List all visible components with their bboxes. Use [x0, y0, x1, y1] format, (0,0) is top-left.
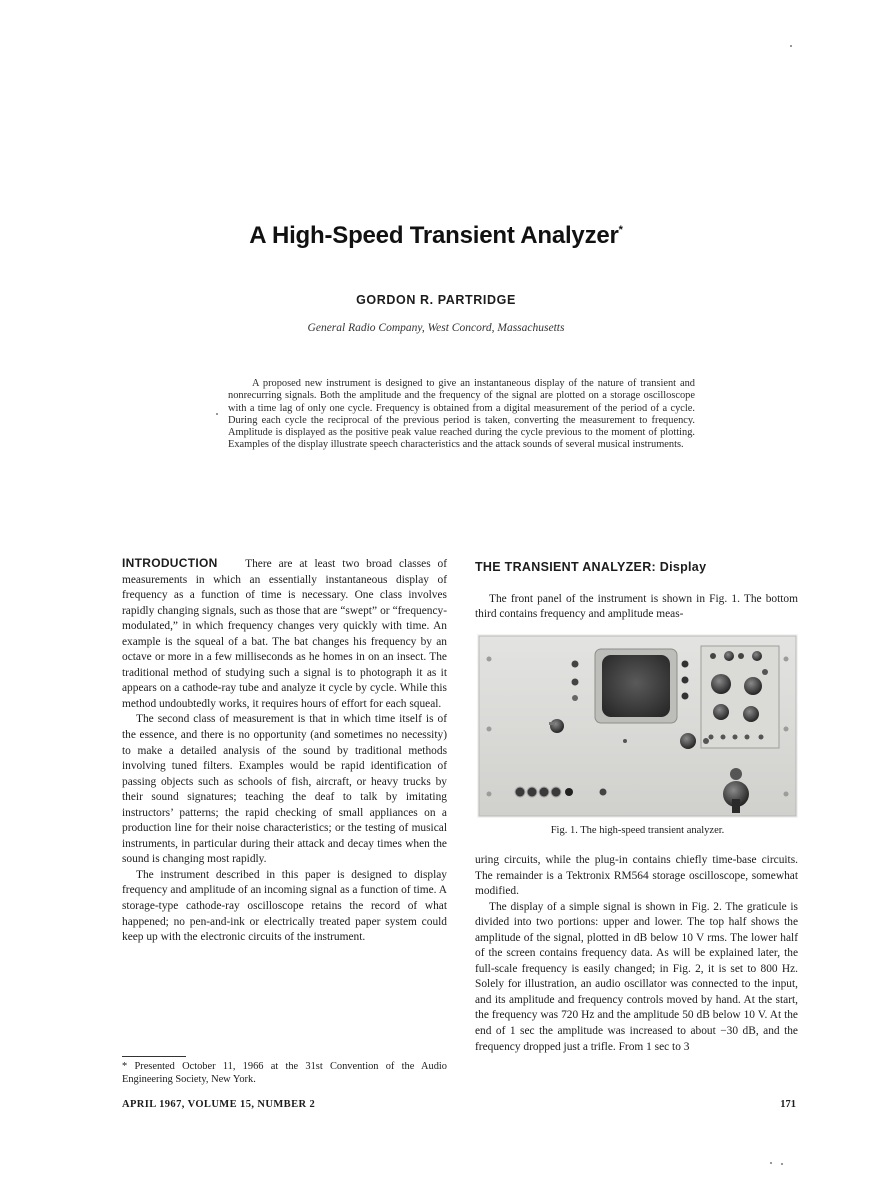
scan-speck: [216, 413, 218, 415]
author-affiliation: General Radio Company, West Concord, Massachusetts: [307, 322, 565, 334]
title-footnote-mark: *: [618, 224, 623, 236]
section-heading-introduction: INTRODUCTION: [122, 556, 218, 570]
footnote: * Presented October 11, 1966 at the 31st Convention of the Audio Engineering Society, New York.: [122, 1061, 447, 1085]
intro-paragraph-1: INTRODUCTION There are at least two broad classes of measurements in which an essentially instantaneous display of frequency as a function of time is necessary. One class involves rapidly changing signals, such as those that are “swept” or “frequency-modulated,” in which frequency changes very quickly with time. An example is the squeal of a bat. The bat changes his frequency by an octave or more in a few milliseconds as he homes in on an insect. The traditional method of studying such a signal is to photograph it as it appears on a cathode-ray tube and analyze it cycle by cycle. While this method undoubtedly works, it requires hours of effort for each squeal.: [122, 556, 447, 710]
right-column: [475, 556, 798, 623]
display-paragraph-3: The display of a simple signal is shown in Fig. 2. The graticule is divided into two portions: upper and lower. The top half shows the amplitude of the signal, plotted in dB below 10 V rms. The lower half of the screen contains frequency data. As will be explained later, the full-scale frequency is easily changed; in Fig. 2, it is set to 800 Hz. Solely for illustration, an audio oscillator was connected to the input, and its amplitude and frequency controls moved by hand. At the start, the frequency was 720 Hz and the amplitude 50 dB below 10 V. At the end of 1 sec the amplitude was increased to about −30 dB, and the frequency dropped just a trifle. From 1 sec to 3: [475, 900, 798, 1053]
figure-1-instrument-photo: [477, 634, 798, 818]
page-number: 171: [780, 1099, 796, 1110]
intro-paragraph-3: The instrument described in this paper is designed to display frequency and amplitude of an incoming signal as a function of time. A storage-type cathode-ray oscilloscope retains the record of what happened; no pen-and-ink or electrically treated paper system could keep up with the electronic circuits of the instrument.: [122, 868, 447, 944]
display-paragraph-1: The front panel of the instrument is shown in Fig. 1. The bottom third contains frequency and amplitude meas-: [475, 592, 798, 621]
abstract: A proposed new instrument is designed to give an instantaneous display of the nature of transient and nonrecurring signals. Both the amplitude and the frequency of the signal are plotted on a storage oscilloscope with a time lag of only one cycle. Frequency is obtained from a digital measurement of the period of a cycle. During each cycle the reciprocal of the previous period is taken, converting the measurement to frequency. Amplitude is displayed as the positive peak value reached during the cycle previous to the moment of plotting. Examples of the display illustrate speech characteristics and the attack sounds of several musical instruments.: [228, 378, 695, 451]
intro-paragraph-2: The second class of measurement is that in which time itself is of the essence, and there is no opportunity (and sometimes no necessity) to make a detailed analysis of the sound by traditional methods involving tuned filters. Examples would be rapid identification of passing objects such as schools of fish, aircraft, or heavy trucks by their sound signatures; teaching the deaf to talk by imitating instructors’ patterns; the rapid checking of small appliances on a production line for their noise characteristics; or the testing of musical instruments, in particular during their attack and decay times when the sound is changing most rapidly.: [122, 713, 447, 866]
footnote-rule: [122, 1056, 186, 1057]
journal-issue-footer: APRIL 1967, VOLUME 15, NUMBER 2: [122, 1099, 316, 1110]
display-paragraph-2: uring circuits, while the plug-in contains chiefly time-base circuits. The remainder is a Tektronix RM564 storage oscilloscope, somewhat modified.: [475, 854, 798, 898]
section-heading-transient-analyzer: THE TRANSIENT ANALYZER: Display: [475, 560, 707, 574]
left-column: [122, 556, 447, 946]
paper-title: A High-Speed Transient Analyzer*: [249, 222, 623, 249]
scan-speck: [790, 45, 792, 47]
author-name: GORDON R. PARTRIDGE: [356, 293, 516, 307]
scan-speck: [770, 1162, 772, 1164]
figure-1-caption: Fig. 1. The high-speed transient analyzer.: [550, 825, 725, 836]
right-column-continued: [475, 853, 798, 1055]
scan-speck: [781, 1163, 783, 1165]
